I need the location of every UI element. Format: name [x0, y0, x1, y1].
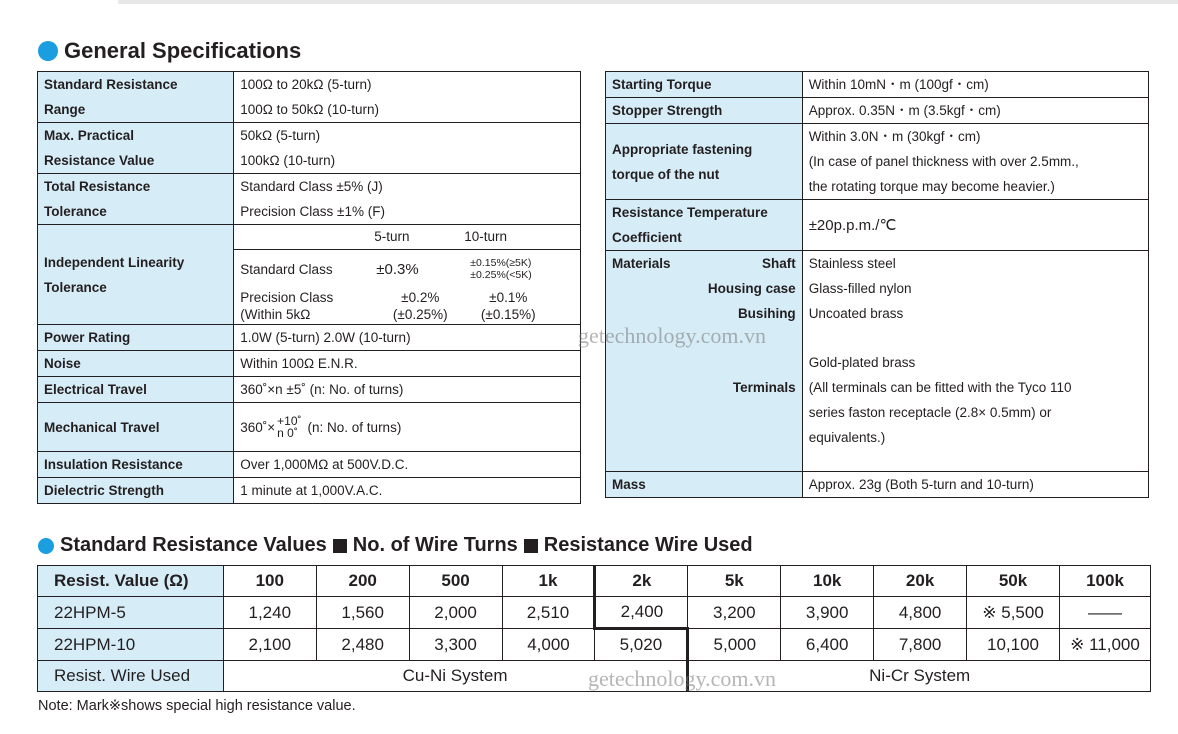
spec-label: Total Resistance Tolerance	[38, 174, 234, 225]
resist-value-header: 500	[409, 566, 502, 597]
resist-value-header: 100	[223, 566, 316, 597]
spec-value: ±20p.p.m./℃	[802, 200, 1148, 251]
resist-value-cell: 5,020	[595, 629, 688, 661]
model-row-22hpm-5	[38, 597, 1151, 629]
spec-value: 1.0W (5-turn) 2.0W (10-turn)	[234, 325, 581, 351]
linearity-standard: Standard Class ±0.3% ±0.15%(≥5K) ±0.25%(<5K)	[240, 257, 532, 281]
spec-row-insulation	[38, 452, 581, 478]
resist-value-header: 200	[316, 566, 409, 597]
spec-row-mass	[606, 472, 1149, 498]
spec-label: Resistance Temperature Coefficient	[606, 200, 803, 251]
resist-value-cell: ※ 5,500	[967, 597, 1060, 629]
resist-value-cell: 7,800	[874, 629, 967, 661]
bullet-dot-icon	[38, 41, 58, 61]
resist-value-cell: 2,400	[595, 597, 688, 629]
resist-value-cell: 4,000	[502, 629, 595, 661]
spec-value: 100Ω to 20kΩ (5-turn) 100Ω to 50kΩ (10-turn)	[234, 72, 581, 123]
square-bullet-icon	[333, 539, 347, 553]
spec-row-mechanical-travel	[38, 403, 581, 452]
resist-value-cell: 4,800	[874, 597, 967, 629]
spec-value: Standard Class ±5% (J) Precision Class ±1% (F)	[234, 174, 581, 225]
general-specs-right-table	[605, 71, 1149, 498]
spec-value: 1 minute at 1,000V.A.C.	[234, 478, 581, 504]
resist-value-cell: 2,100	[223, 629, 316, 661]
spec-label: Appropriate fastening torque of the nut	[606, 124, 803, 200]
spec-label: Insulation Resistance	[38, 452, 234, 478]
resist-value-header: 2k	[595, 566, 688, 597]
bullet-dot-icon	[38, 538, 54, 554]
spec-row-linearity	[38, 225, 581, 325]
resist-value-header: 5k	[688, 566, 781, 597]
resist-value-cell: 3,900	[781, 597, 874, 629]
top-bar	[118, 0, 1178, 4]
model-label: 22HPM-10	[38, 629, 224, 661]
spec-row-noise	[38, 351, 581, 377]
resist-value-cell: 10,100	[967, 629, 1060, 661]
watermark: getechnology.com.vn	[588, 666, 776, 691]
spec-row-dielectric	[38, 478, 581, 504]
spec-label-materials: Materials Shaft Housing case Busihing Terminals	[606, 251, 803, 472]
general-specs-left-table	[37, 71, 581, 504]
spec-label: Electrical Travel	[38, 377, 234, 403]
spec-value-linearity	[234, 225, 581, 325]
resist-value-cell: 5,000	[688, 629, 781, 661]
spec-label: Independent Linearity Tolerance	[38, 225, 234, 325]
model-label: 22HPM-5	[38, 597, 224, 629]
wire-label: Resist. Wire Used	[38, 661, 224, 692]
spec-label: Stopper Strength	[606, 98, 803, 124]
spec-row-power	[38, 325, 581, 351]
spec-value-mechanical: 360˚× +10˚ n 0˚ (n: No. of turns)	[234, 403, 581, 452]
spec-value: 50kΩ (5-turn) 100kΩ (10-turn)	[234, 123, 581, 174]
resist-value-cell: ※ 11,000	[1059, 629, 1150, 661]
resist-value-cell: 2,510	[502, 597, 595, 629]
spec-value: Approx. 23g (Both 5-turn and 10-turn)	[802, 472, 1148, 498]
resist-value-cell: 1,560	[316, 597, 409, 629]
spec-row-materials	[606, 251, 1149, 472]
model-row-22hpm-10	[38, 629, 1151, 661]
spec-row-max-practical	[38, 123, 581, 174]
spec-label: Mechanical Travel	[38, 403, 234, 452]
resist-value-label: Resist. Value (Ω)	[38, 566, 224, 597]
resist-value-header: 100k	[1059, 566, 1150, 597]
spec-row-electrical-travel	[38, 377, 581, 403]
spec-row-standard-resistance	[38, 72, 581, 123]
linearity-precision: Precision Class (Within 5kΩ ±0.2% (±0.25%) ±0.1% (±0.15%)	[240, 290, 536, 322]
spec-value: Within 3.0N・m (30kgf・cm) (In case of panel thickness with over 2.5mm., the rotating torque may become heavier.)	[802, 124, 1148, 200]
resist-value-cell: 3,300	[409, 629, 502, 661]
wire-cu-ni: Cu-Ni System	[223, 661, 688, 692]
spec-row-fastening	[606, 124, 1149, 200]
spec-value: Within 10mN・m (100gf・cm)	[802, 72, 1148, 98]
spec-value: Within 100Ω E.N.R.	[234, 351, 581, 377]
spec-label: Standard Resistance Range	[38, 72, 234, 123]
spec-row-total-tolerance	[38, 174, 581, 225]
resist-value-cell: 1,240	[223, 597, 316, 629]
spec-label: Noise	[38, 351, 234, 377]
resist-value-cell: 2,000	[409, 597, 502, 629]
spec-row-temperature-coefficient	[606, 200, 1149, 251]
resist-value-cell: 2,480	[316, 629, 409, 661]
resist-value-header: 20k	[874, 566, 967, 597]
wire-ni-cr: Ni-Cr System	[688, 661, 1151, 692]
spec-value: Approx. 0.35N・m (3.5kgf・cm)	[802, 98, 1148, 124]
resistance-values-title: Standard Resistance Values No. of Wire Turns Resistance Wire Used	[38, 534, 753, 557]
linearity-header: 5-turn 10-turn	[234, 225, 580, 250]
square-bullet-icon	[524, 539, 538, 553]
resist-value-header: 1k	[502, 566, 595, 597]
resist-value-cell: 3,200	[688, 597, 781, 629]
spec-value-materials: Stainless steel Glass-filled nylon Uncoated brass Gold-plated brass (All terminals can be fitted with the Tyco 110 series faston receptacle (2.8× 0.5mm) or equivalents.)	[802, 251, 1148, 472]
watermark: getechnology.com.vn	[578, 323, 766, 348]
spec-row-starting-torque	[606, 72, 1149, 98]
spec-row-stopper-strength	[606, 98, 1149, 124]
resistance-header-row	[38, 566, 1151, 597]
resist-value-header: 10k	[781, 566, 874, 597]
footnote: Note: Mark※shows special high resistance value.	[38, 698, 356, 714]
spec-label: Power Rating	[38, 325, 234, 351]
spec-label: Starting Torque	[606, 72, 803, 98]
general-specs-title: General Specifications	[38, 38, 301, 64]
spec-label: Dielectric Strength	[38, 478, 234, 504]
resist-value-header: 50k	[967, 566, 1060, 597]
resist-value-cell: 6,400	[781, 629, 874, 661]
spec-value: 360˚×n ±5˚ (n: No. of turns)	[234, 377, 581, 403]
spec-label: Max. Practical Resistance Value	[38, 123, 234, 174]
spec-label: Mass	[606, 472, 803, 498]
spec-value: Over 1,000MΩ at 500V.D.C.	[234, 452, 581, 478]
resist-value-cell: ——	[1059, 597, 1150, 629]
